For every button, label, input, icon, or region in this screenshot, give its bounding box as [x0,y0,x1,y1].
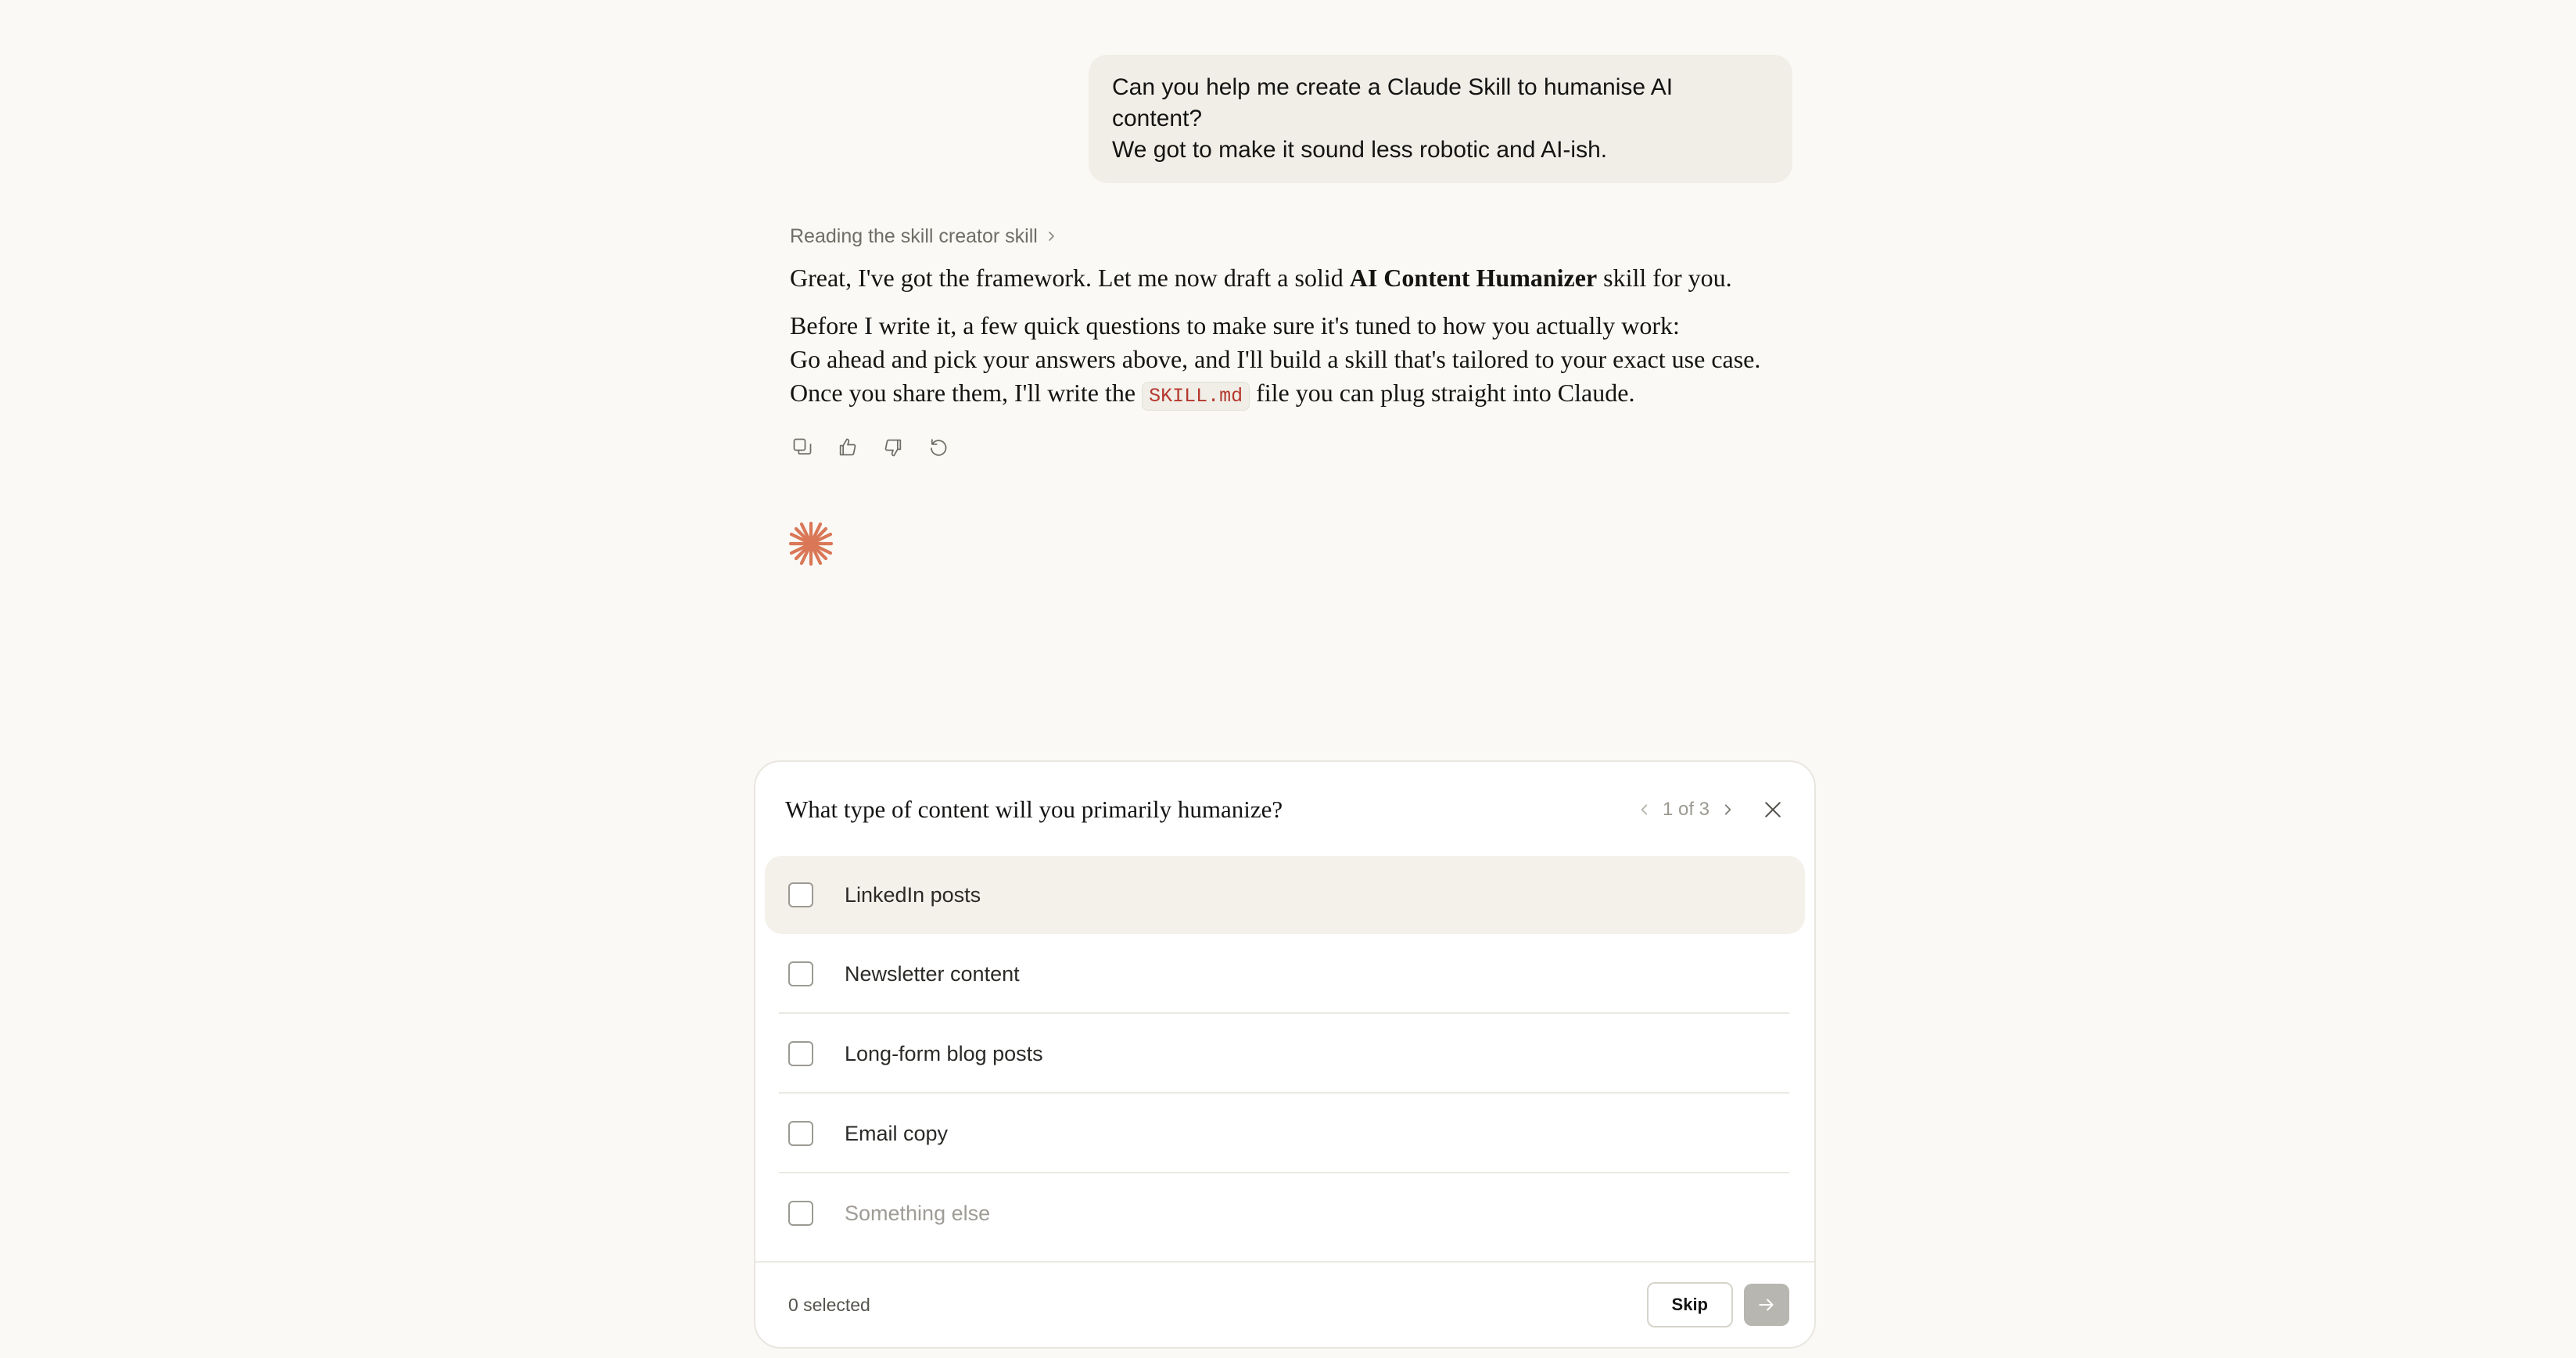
copy-icon[interactable] [790,435,815,460]
user-message-bubble [1089,55,1792,183]
p1-text-end: skill for you. [1597,264,1732,292]
question-title: What type of content will you primarily humanize? [785,796,1283,823]
p2-text-after-code: file you can plug straight into Claude. [1250,379,1635,407]
assistant-paragraph-1 [790,261,1799,295]
retry-icon[interactable] [926,435,951,460]
thumbs-down-icon[interactable] [881,435,906,460]
option-something-else[interactable] [765,1173,1805,1253]
option-checkbox[interactable] [788,961,813,986]
selected-count: 0 selected [788,1294,870,1315]
skip-button[interactable]: Skip [1647,1282,1733,1327]
question-pager [1638,799,1735,821]
reading-skill-label: Reading the skill creator skill [790,225,1038,247]
pager-text: 1 of 3 [1662,799,1710,820]
previous-question-icon[interactable] [1638,803,1652,817]
option-label: LinkedIn posts [845,882,981,907]
chevron-right-icon [1046,230,1058,242]
reading-skill-link[interactable] [790,219,1058,253]
option-newsletter-content[interactable] [765,934,1805,1014]
inline-code-skill-md: SKILL.md [1142,382,1250,411]
question-card-header [785,790,1785,829]
question-card [754,760,1816,1349]
arrow-right-icon [1756,1295,1777,1315]
option-label: Long-form blog posts [845,1041,1043,1065]
p1-text-start: Great, I've got the framework. Let me now draft a solid [790,264,1350,292]
option-long-form-blog-posts[interactable] [765,1014,1805,1094]
option-label: Email copy [845,1121,949,1145]
message-actions [790,435,1799,460]
option-checkbox[interactable] [788,1121,813,1146]
option-email-copy[interactable] [765,1094,1805,1173]
skill-name-bold: AI Content Humanizer [1349,264,1598,292]
assistant-message [790,219,1799,460]
question-card-footer [755,1261,1814,1347]
next-question-icon[interactable] [1720,803,1735,817]
option-linkedin-posts[interactable] [765,856,1805,934]
option-checkbox[interactable] [788,882,813,907]
option-label: Something else [845,1201,991,1225]
p2-line-1: Before I write it, a few quick questions to make sure it's tuned to how you actually work: [790,311,1680,340]
option-checkbox[interactable] [788,1041,813,1066]
close-icon[interactable] [1761,798,1785,821]
user-message-line-1: Can you help me create a Claude Skill to humanise AI content? [1112,74,1674,131]
option-checkbox[interactable] [788,1201,813,1226]
user-message-line-2: We got to make it sound less robotic and AI-ish. [1112,137,1608,163]
option-label: Newsletter content [845,961,1020,986]
submit-button[interactable] [1744,1284,1789,1326]
thumbs-up-icon[interactable] [835,435,860,460]
assistant-paragraph-2 [790,309,1799,413]
p2-text-before-code: Go ahead and pick your answers above, and I'll build a skill that's tailored to your exact use case. Once you share them, I'll write the [790,345,1761,407]
claude-spark-icon [787,519,835,568]
option-list [765,856,1805,1253]
